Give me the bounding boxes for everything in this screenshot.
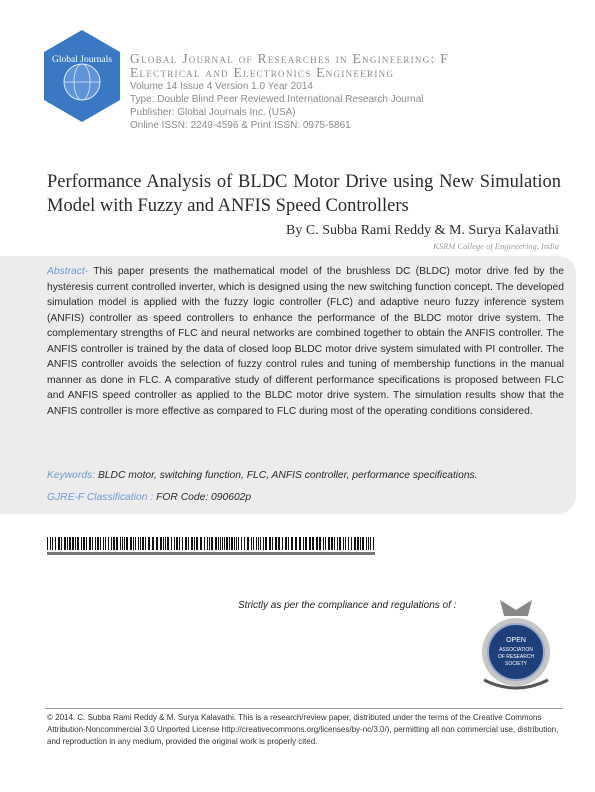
barcode-bar: [194, 537, 195, 550]
barcode-bar: [370, 537, 371, 550]
barcode-bar: [244, 537, 245, 550]
barcode-bar: [231, 537, 233, 550]
barcode-bar: [58, 537, 60, 550]
barcode-bar: [174, 537, 175, 550]
barcode-bar: [247, 537, 249, 550]
barcode-bar: [83, 537, 85, 550]
barcode-bar: [275, 537, 277, 550]
journal-volume: Volume 14 Issue 4 Version 1.0 Year 2014: [130, 81, 313, 92]
barcode-bar: [339, 537, 341, 550]
barcode-bar: [191, 537, 193, 550]
barcode-bar: [282, 537, 283, 550]
barcode-bar: [224, 537, 225, 550]
barcode-bar: [103, 537, 104, 550]
paper-title: Performance Analysis of BLDC Motor Drive using New Simulation Model with Fuzzy and ANFIS Speed Controllers: [47, 172, 561, 216]
barcode-bar: [124, 537, 125, 550]
keywords-value: BLDC motor, switching function, FLC, ANFIS controller, performance specifications.: [95, 470, 478, 481]
barcode-bar: [334, 537, 335, 550]
barcode-bar: [269, 537, 271, 550]
barcode-bar: [163, 537, 164, 550]
barcode-bar: [92, 537, 93, 550]
barcode-bar: [357, 537, 359, 550]
barcode-bar: [368, 537, 369, 550]
barcode-bar: [176, 537, 178, 550]
barcode-bar: [305, 537, 307, 550]
barcode-bar: [234, 537, 235, 550]
barcode-bar: [72, 537, 74, 550]
barcode-bar: [188, 537, 189, 550]
barcode-bar: [111, 537, 112, 550]
barcode-caption-strip: [47, 552, 375, 555]
open-association-seal: [470, 596, 562, 700]
abstract-text: This paper presents the mathematical model of the brushless DC (BLDC) motor drive fed by the hysteresis current controlled inverter, which is designed using the new switching function concept. The developed simulation model is applied with the fuzzy logic controller (FLC) and adaptive neuro fuzzy inference system (ANFIS) controller as speed controllers to enhance the performance of the BLDC motor drive system. The complementary strengths of FLC and neural networks are combined together to obtain the ANFIS controller. The ANFIS controller is trained by the data of closed loop BLDC motor drive system simulated with PI controller. The ANFIS controller avoids the selection of fuzzy control rules and tuning of membership functions in the manual manner as done in FLC. A comparative study of different performance specifications is proposed between FLC and ANFIS speed controller as applied to the BLDC motor drive system. The simulation results show that the ANFIS controller is more effective as compared to FLC during most of the operating conditions considered.: [47, 266, 564, 417]
barcode-bar: [220, 537, 221, 550]
barcode-bar: [288, 537, 289, 550]
barcode-bar: [47, 537, 48, 550]
barcode-bar: [209, 537, 210, 550]
barcode-bar: [133, 537, 134, 550]
journal-type: Type: Double Blind Peer Reviewed International Research Journal: [130, 94, 424, 105]
barcode-bar: [77, 537, 79, 550]
barcode-bar: [140, 537, 141, 550]
barcode-bar: [285, 537, 287, 550]
barcode-bar: [152, 537, 154, 550]
abstract: [47, 264, 564, 419]
barcode-bar: [272, 537, 273, 550]
barcode-bar: [179, 537, 180, 550]
barcode-bar: [343, 537, 344, 550]
barcode-bar: [50, 537, 51, 550]
barcode-bar: [165, 537, 166, 550]
barcode-bar: [312, 537, 314, 550]
barcode-bar: [253, 537, 254, 550]
barcode-bar: [196, 537, 198, 550]
barcode-bar: [337, 537, 338, 550]
barcode-bar: [145, 537, 146, 550]
barcode-bar: [61, 537, 62, 550]
classification-label: GJRE-F Classification :: [47, 492, 154, 503]
barcode-bar: [122, 537, 123, 550]
barcode-bar: [236, 537, 237, 550]
barcode-bar: [256, 537, 257, 550]
barcode-bar: [226, 537, 228, 550]
barcode-bar: [345, 537, 346, 550]
barcode-bar: [303, 537, 304, 550]
barcode-bar: [108, 537, 109, 550]
paper-affiliation: KSRM College of Engineering, India: [433, 241, 559, 251]
barcode-bar: [362, 537, 364, 550]
barcode-bar: [278, 537, 280, 550]
barcode-bar: [182, 537, 183, 550]
barcode-bar: [299, 537, 301, 550]
barcode-bar: [100, 537, 101, 550]
barcode-bar: [215, 537, 217, 550]
barcode-bar: [52, 537, 53, 550]
barcode-bar: [126, 537, 128, 550]
barcode-bar: [241, 537, 242, 550]
barcode-bar: [360, 537, 361, 550]
barcode-bar: [366, 537, 367, 550]
barcode-bar: [86, 537, 87, 550]
barcode-bar: [138, 537, 139, 550]
barcode-bar: [265, 537, 267, 550]
barcode-bar: [64, 537, 66, 550]
barcode-bar: [211, 537, 213, 550]
barcode-bar: [81, 537, 82, 550]
seal-line1: OPEN: [506, 637, 526, 644]
copyright-notice: © 2014. C. Subba Rami Reddy & M. Surya Kalavathi. This is a research/review paper, distributed under the terms of the Creative Commons Attribution-Noncommercial 3.0 Unported License http://creativecommons.org/licenses/by-nc/3.0/), permitting all non commercial use, distribution, and reproduction in any medium, provided the original work is properly cited.: [47, 713, 559, 746]
barcode-bar: [200, 537, 202, 550]
keywords: [47, 470, 567, 481]
barcode-bar: [258, 537, 259, 550]
barcode-bar: [222, 537, 223, 550]
seal-line4: SOCIETY: [505, 661, 527, 667]
barcode-bar: [323, 537, 324, 550]
barcode-bar: [75, 537, 76, 550]
barcode-bar: [130, 537, 132, 550]
barcode-bar: [142, 537, 144, 550]
barcode-bar: [89, 537, 91, 550]
logo-text: Global Journals: [52, 55, 112, 65]
seal-line3: OF RESEARCH: [497, 654, 535, 660]
barcode-bar: [348, 537, 349, 550]
barcode-bar: [105, 537, 106, 550]
barcode-bar: [167, 537, 169, 550]
barcode-bar: [156, 537, 158, 550]
compliance-text: Strictly as per the compliance and regulations of :: [238, 600, 457, 611]
barcode-bar: [295, 537, 297, 550]
journal-publisher: Publisher: Global Journals Inc. (USA): [130, 107, 296, 118]
barcode-bar: [229, 537, 230, 550]
barcode-bar: [55, 537, 56, 550]
barcode-bar: [328, 537, 330, 550]
barcode-bar: [148, 537, 150, 550]
barcode-bar: [251, 537, 252, 550]
journal-title-line1: Global Journal of Researches in Engineering: F: [130, 51, 450, 66]
classification: [47, 492, 567, 503]
global-journals-logo: [40, 28, 124, 124]
barcode-bar: [218, 537, 219, 550]
barcode: [47, 537, 377, 557]
barcode-bar: [331, 537, 333, 550]
barcode-bar: [113, 537, 115, 550]
barcode-bar: [67, 537, 68, 550]
journal-issn: Online ISSN: 2249-4596 & Print ISSN: 0975-5861: [130, 120, 351, 131]
barcode-bar: [95, 537, 96, 550]
barcode-bar: [316, 537, 318, 550]
barcode-bar: [171, 537, 172, 550]
barcode-bar: [351, 537, 352, 550]
barcode-bar: [373, 537, 374, 550]
footer-divider: [45, 708, 563, 709]
journal-title-line2: Electrical and Electronics Engineering: [130, 65, 395, 80]
barcode-bar: [160, 537, 162, 550]
barcode-bar: [135, 537, 136, 550]
barcode-bar: [207, 537, 208, 550]
barcode-bar: [309, 537, 311, 550]
keywords-label: Keywords:: [47, 470, 96, 481]
paper-authors: By C. Subba Rami Reddy & M. Surya Kalavathi: [286, 223, 559, 238]
barcode-bar: [263, 537, 264, 550]
barcode-bar: [291, 537, 293, 550]
classification-value: FOR Code: 090602p: [153, 492, 252, 503]
barcode-bar: [120, 537, 121, 550]
barcode-bar: [238, 537, 239, 550]
barcode-bar: [116, 537, 118, 550]
barcode-bar: [260, 537, 261, 550]
seal-line2: ASSOCIATION: [499, 647, 533, 653]
barcode-bar: [354, 537, 356, 550]
journal-header: [130, 52, 570, 132]
barcode-bar: [185, 537, 187, 550]
abstract-label: Abstract-: [47, 266, 89, 277]
barcode-bar: [325, 537, 326, 550]
barcode-bar: [97, 537, 99, 550]
barcode-bar: [69, 537, 71, 550]
barcode-bar: [319, 537, 321, 550]
barcode-bar: [204, 537, 205, 550]
